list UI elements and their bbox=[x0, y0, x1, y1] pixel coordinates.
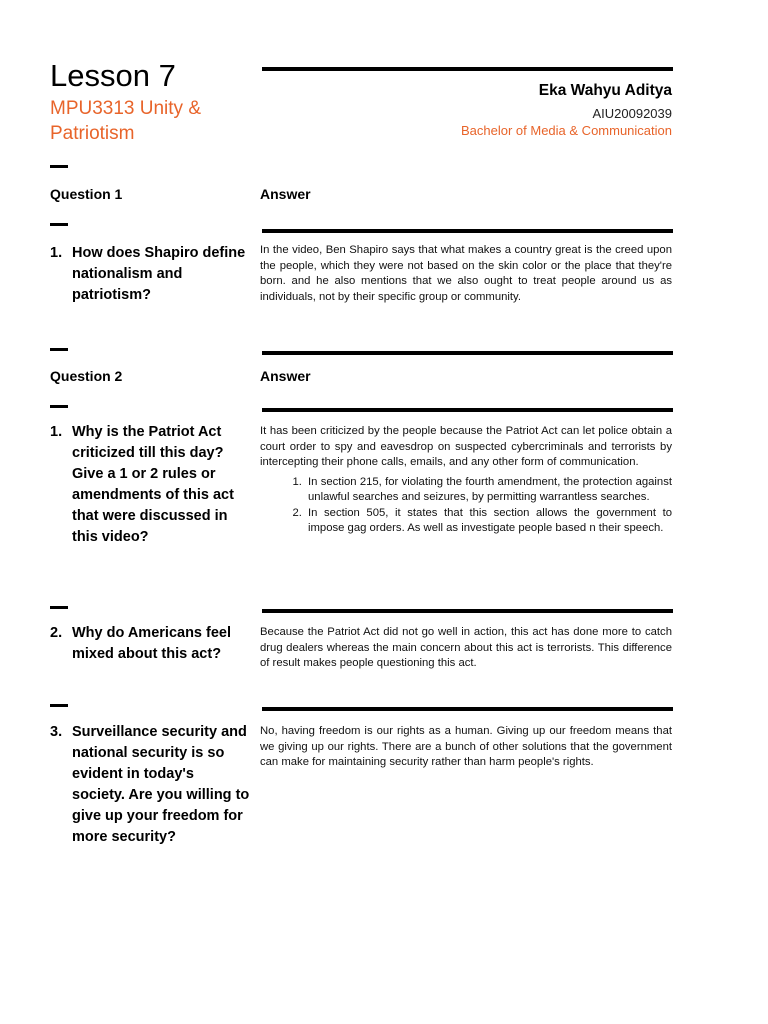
section-dash bbox=[50, 704, 68, 707]
answer-text: It has been criticized by the people because the Patriot Act can let police obtain a court order to spy and eavesdrop on suspected cybercriminals and terrorists by intercepting their phone calls, emails, and any other form of communication. bbox=[260, 425, 672, 468]
question-1-item bbox=[50, 243, 250, 306]
question-text: Surveillance security and national security is so evident in today's society. Are you willing to give up your freedom for more security? bbox=[72, 724, 250, 845]
answer-1-label: Answer bbox=[260, 186, 311, 202]
answer-list bbox=[260, 475, 672, 537]
student-id: AIU20092039 bbox=[592, 106, 672, 121]
question-2-1-item bbox=[50, 422, 250, 548]
question-2-2-item bbox=[50, 623, 250, 665]
answer-text: In the video, Ben Shapiro says that what makes a country great is the creed upon the people, which they were not based on the skin color or the place that they're born. and he also mentions that we also ought to treat people around us as individuals, not by their specific group or community. bbox=[260, 244, 672, 303]
course-subtitle: MPU3313 Unity & Patriotism bbox=[50, 98, 202, 144]
question-number: 1. bbox=[50, 245, 63, 261]
list-item: 1. In section 215, for violating the fourth amendment, the protection against unlawful searches and seizures, by permitting warrantless searches. bbox=[305, 475, 672, 506]
answer-text: Because the Patriot Act did not go well in action, this act has done more to catch drug dealers whereas the main concern about this act is terrorists. This difference of result makes people questioning this act. bbox=[260, 626, 672, 669]
section-divider bbox=[262, 351, 673, 355]
page-title: Lesson 7 bbox=[50, 58, 176, 93]
answer-divider bbox=[262, 229, 673, 233]
answer-divider bbox=[262, 408, 673, 412]
list-item: 2. In section 505, it states that this section allows the government to impose gag orders. As well as investigate people based n their speech. bbox=[305, 506, 672, 537]
question-2-3-item bbox=[50, 722, 250, 848]
section-dash bbox=[50, 348, 68, 351]
question-number: 2. bbox=[50, 625, 63, 641]
question-number: 3. bbox=[50, 724, 63, 740]
author-name: Eka Wahyu Aditya bbox=[538, 82, 672, 99]
answer-text: No, having freedom is our rights as a human. Giving up our freedom means that we giving up our rights. There are a bunch of other solutions that the government can make for maintaining security rather than harm people's rights. bbox=[260, 725, 672, 768]
section-dash bbox=[50, 223, 68, 226]
question-2-label: Question 2 bbox=[50, 368, 123, 384]
answer-divider bbox=[262, 609, 673, 613]
section-dash bbox=[50, 165, 68, 168]
section-dash bbox=[50, 606, 68, 609]
answer-2-label: Answer bbox=[260, 368, 311, 384]
header-divider bbox=[262, 67, 673, 71]
question-text: Why is the Patriot Act criticized till this day? Give a 1 or 2 rules or amendments of this act that were discussed in this video? bbox=[72, 424, 234, 545]
answer-block bbox=[260, 424, 672, 537]
section-dash bbox=[50, 405, 68, 408]
question-text: Why do Americans feel mixed about this act? bbox=[72, 625, 232, 662]
question-text: How does Shapiro define nationalism and patriotism? bbox=[72, 245, 246, 303]
question-number: 1. bbox=[50, 424, 63, 440]
question-1-label: Question 1 bbox=[50, 186, 123, 202]
answer-divider bbox=[262, 707, 673, 711]
degree-program: Bachelor of Media & Communication bbox=[461, 123, 672, 138]
